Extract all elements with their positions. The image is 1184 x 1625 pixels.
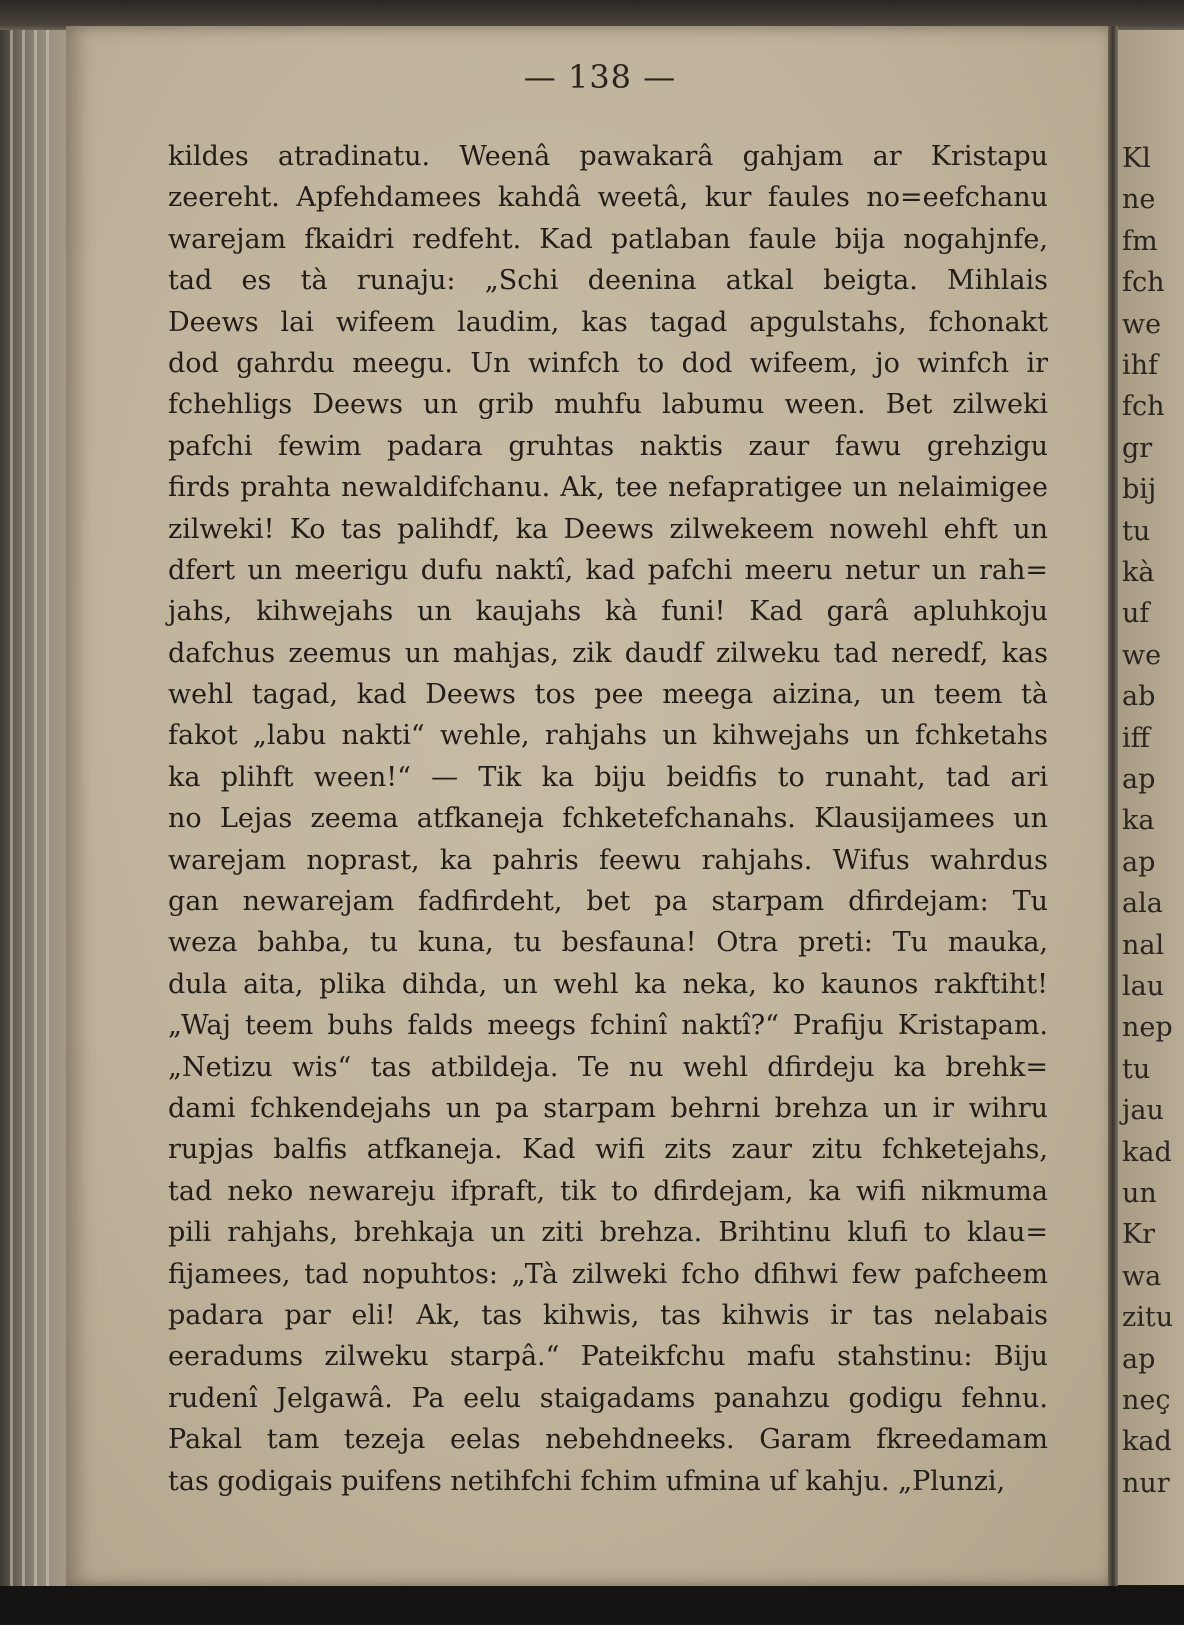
text-line: rudenî Jelgawâ. Pa eelu staigadams panahzu godigu fehnu.: [168, 1382, 1048, 1414]
text-line: firds prahta newaldifchanu. Ak, tee nefapratigee un nelaimigee: [168, 472, 1048, 504]
next-page-fragment: Kl: [1122, 143, 1151, 174]
page-body-text: [168, 136, 1048, 1502]
next-page-fragment: ihf: [1122, 350, 1159, 381]
next-page-fragment: ne: [1122, 184, 1156, 216]
next-page-fragment: fch: [1122, 391, 1165, 423]
text-line: gan newarejam fadfirdeht, bet pa starpam dfirdejam: Tu: [168, 886, 1048, 918]
text-line: fijamees, tad nopuhtos: „Tà zilweki fcho dfihwi few pafcheem: [168, 1258, 1048, 1290]
text-line: jahs, kihwejahs un kaujahs kà funi! Kad garâ apluhkoju: [168, 596, 1048, 628]
text-line: weza bahba, tu kuna, tu besfauna! Otra preti: Tu mauka,: [168, 927, 1048, 959]
text-line: tas godigais puifens netihfchi fchim ufmina uf kahju. „Plunzi,: [168, 1465, 1006, 1497]
text-line: padara par eli! Ak, tas kihwis, tas kihwis ir tas nelabais: [168, 1299, 1048, 1331]
next-page-fragment: uf: [1122, 598, 1150, 630]
text-line: Pakal tam tezeja eelas nebehdneeks. Garam fkreedamam: [168, 1424, 1048, 1456]
next-page-fragment: neç: [1122, 1385, 1171, 1416]
bottom-shadow: [0, 1586, 1184, 1625]
text-line: dula aita, plika dihda, un wehl ka neka, ko kaunos rakftiht!: [168, 968, 1048, 1000]
text-line: dfert un meerigu dufu naktî, kad pafchi meeru netur un rah=: [168, 554, 1048, 586]
next-page-fragment: Kr: [1122, 1219, 1156, 1251]
next-page-fragment: nur: [1122, 1467, 1170, 1499]
next-page-fragment: nep: [1122, 1012, 1173, 1044]
page-number: — 138 —: [523, 58, 677, 96]
text-line: warejam noprast, ka pahris feewu rahjahs. Wifus wahrdus: [168, 844, 1048, 876]
next-page-fragment: iff: [1122, 722, 1150, 754]
text-line: pafchi fewim padara gruhtas naktis zaur fawu grehzigu: [168, 430, 1048, 462]
text-line: ka plihft ween!“ — Tik ka biju beidfis to runaht, tad ari: [168, 761, 1048, 793]
next-page-fragment: ap: [1122, 1343, 1156, 1375]
text-line: fchehligs Deews un grib muhfu labumu ween. Bet zilweki: [168, 389, 1048, 421]
next-page-fragment: tu: [1122, 515, 1151, 547]
text-line: rupjas balfis atfkaneja. Kad wifi zits zaur zitu fchketejahs,: [168, 1134, 1048, 1166]
text-line: „Netizu wis“ tas atbildeja. Te nu wehl dfirdeju ka brehk=: [168, 1051, 1048, 1083]
next-page-fragment: bij: [1122, 474, 1157, 506]
text-line: eeradums zilweku starpâ.“ Pateikfchu mafu stahstinu: Biju: [168, 1341, 1048, 1373]
next-page-fragment: we: [1122, 639, 1162, 671]
text-line: tad es tà runaju: „Schi deenina atkal beigta. Mihlais: [168, 265, 1048, 297]
next-page-fragment: jau: [1122, 1095, 1164, 1127]
text-line: fakot „labu nakti“ wehle, rahjahs un kihwejahs un fchketahs: [168, 720, 1048, 752]
text-line: „Waj teem buhs falds meegs fchinî naktî?“ Prafiju Kristapam.: [168, 1010, 1048, 1042]
next-page-fragment: tu: [1122, 1053, 1151, 1085]
next-page-fragment: ala: [1122, 888, 1163, 920]
text-line: zeereht. Apfehdamees kahdâ weetâ, kur faules no=eefchanu: [168, 182, 1048, 214]
text-line: pili rahjahs, brehkaja un ziti brehza. Brihtinu klufi to klau=: [168, 1217, 1048, 1249]
text-line: warejam fkaidri redfeht. Kad patlaban faule bija nogahjnfe,: [168, 223, 1048, 255]
text-line: zilweki! Ko tas palihdf, ka Deews zilwekeem nowehl ehft un: [168, 513, 1048, 545]
next-page-fragment: nal: [1122, 929, 1165, 961]
next-page-fragment: ab: [1122, 681, 1156, 713]
next-page-fragment: ka: [1122, 805, 1155, 837]
next-page-fragment: wa: [1122, 1260, 1162, 1292]
next-page-fragment: zitu: [1122, 1302, 1174, 1334]
next-page-fragment: gr: [1122, 432, 1153, 464]
text-line: tad neko newareju ifpraft, tik to dfirdejam, ka wifi nikmuma: [168, 1175, 1048, 1207]
text-line: dod gahrdu meegu. Un winfch to dod wifeem, jo winfch ir: [168, 347, 1048, 379]
text-line: no Lejas zeema atfkaneja fchketefchanahs. Klausijamees un: [168, 803, 1048, 835]
next-page-fragment: kà: [1122, 557, 1155, 588]
next-page-fragment: ap: [1122, 764, 1156, 795]
next-page-edge: [1118, 30, 1184, 1585]
next-page-fragment: ap: [1122, 846, 1156, 878]
next-page-fragment: kad: [1122, 1136, 1172, 1168]
next-page-fragment: un: [1122, 1178, 1157, 1209]
text-line: dafchus zeemus un mahjas, zik daudf zilweku tad neredf, kas: [168, 637, 1048, 669]
text-line: kildes atradinatu. Weenâ pawakarâ gahjam ar Kristapu: [168, 141, 1048, 172]
book-gutter: [1108, 26, 1118, 1586]
next-page-fragment: we: [1122, 308, 1162, 340]
next-page-fragment: fm: [1122, 225, 1158, 257]
text-line: Deews lai wifeem laudim, kas tagad apgulstahs, fchonakt: [168, 306, 1048, 338]
next-page-fragment: fch: [1122, 267, 1165, 299]
text-line: wehl tagad, kad Deews tos pee meega aizina, un teem tà: [168, 679, 1048, 711]
next-page-fragment: kad: [1122, 1426, 1172, 1458]
next-page-fragment: lau: [1122, 971, 1165, 1002]
text-line: dami fchkendejahs un pa starpam behrni brehza un ir wihru: [168, 1092, 1048, 1124]
